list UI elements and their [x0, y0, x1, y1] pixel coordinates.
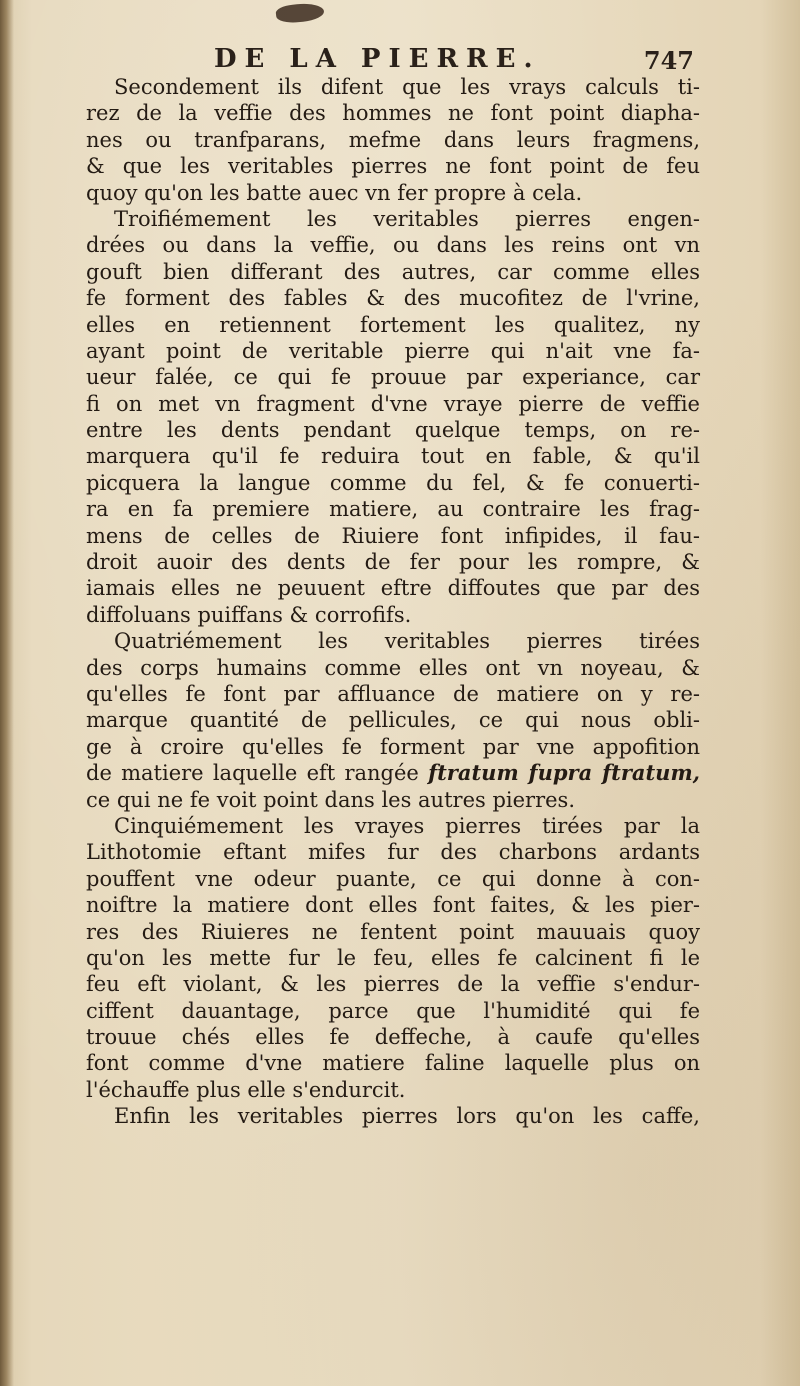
- text-line: [86, 417, 700, 443]
- text-line: [86, 1103, 700, 1129]
- text-line-content: Lithotomie eftant mifes fur des charbons ardants: [86, 840, 700, 865]
- text-line: [86, 655, 700, 681]
- text-line: [86, 127, 700, 153]
- text-line: [86, 707, 700, 733]
- text-line-content: font comme d'vne matiere faline laquelle plus on: [86, 1051, 700, 1076]
- text-line: [86, 681, 700, 707]
- text-line-content: fe forment des fables & des mucofitez de l'vrine,: [86, 286, 700, 311]
- text-line: [86, 971, 700, 997]
- text-line-content: mens de celles de Riuiere font infipides, il fau-: [86, 523, 700, 548]
- latin-phrase: ftratum fupra ftratum,: [428, 760, 700, 786]
- text-line: [86, 206, 700, 232]
- text-line: [86, 285, 700, 311]
- text-line-content: picquera la langue comme du fel, & fe conuerti-: [86, 470, 700, 495]
- text-line-content: trouue chés elles fe deffeche, à caufe qu'elles: [86, 1025, 700, 1050]
- text-line: [86, 734, 700, 760]
- text-line: [86, 919, 700, 945]
- text-line-content: feu eft violant, & les pierres de la veffie s'endur-: [86, 972, 700, 997]
- text-line-content: res des Riuieres ne fentent point mauuais quoy: [86, 919, 700, 944]
- text-line-content: entre les dents pendant quelque temps, on re-: [86, 418, 700, 443]
- text-line-content: droit auoir des dents de fer pour les rompre, &: [86, 550, 700, 575]
- text-line: [86, 575, 700, 601]
- text-line: [86, 1024, 700, 1050]
- body-text: [86, 74, 700, 1130]
- text-line-content: quoy qu'on les batte auec vn fer propre à cela.: [86, 180, 583, 205]
- text-line-content: des corps humains comme elles ont vn noyeau, &: [86, 655, 700, 680]
- text-line: [86, 259, 700, 285]
- text-line-content: Troifiémement les veritables pierres engen-: [114, 206, 700, 231]
- text-line-content: marque quantité de pellicules, ce qui nous obli-: [86, 708, 700, 733]
- text-line-content: Cinquiémement les vrayes pierres tirées par la: [114, 813, 700, 838]
- text-line-content: pouffent vne odeur puante, ce qui donne à con-: [86, 866, 700, 891]
- text-line: [86, 892, 700, 918]
- text-line-content: & que les veritables pierres ne font point de feu: [86, 154, 700, 179]
- text-line: [86, 338, 700, 364]
- text-line-content: iamais elles ne peuuent eftre diffoutes que par des: [86, 576, 700, 601]
- text-line-content: Enfin les veritables pierres lors qu'on les caffe,: [114, 1104, 700, 1129]
- text-line: [86, 74, 700, 100]
- text-line: [86, 866, 700, 892]
- text-line: [86, 391, 700, 417]
- text-line: [86, 523, 700, 549]
- text-line: [86, 496, 700, 522]
- text-line: [86, 180, 700, 206]
- text-line-content: diffoluans puiffans & corrofifs.: [86, 602, 412, 627]
- text-line: [86, 443, 700, 469]
- text-line: [86, 787, 700, 813]
- text-line-content: qu'on les mette fur le feu, elles fe calcinent fi le: [86, 945, 700, 970]
- page-number: 747: [643, 46, 694, 75]
- running-title: DE LA PIERRE.: [214, 44, 541, 74]
- text-line-content: elles en retiennent fortement les qualitez, ny: [86, 312, 700, 337]
- text-line: [86, 1077, 700, 1103]
- text-line-content: rez de la veffie des hommes ne font point diapha-: [86, 101, 700, 126]
- text-line: [86, 813, 700, 839]
- text-line: [86, 100, 700, 126]
- text-line-content: l'échauffe plus elle s'endurcit.: [86, 1077, 406, 1102]
- text-line-content: noiftre la matiere dont elles font faites, & les pier-: [86, 893, 700, 918]
- text-line-content: Secondement ils difent que les vrays calculs ti-: [114, 75, 700, 99]
- text-line: [86, 153, 700, 179]
- text-line: [86, 602, 700, 628]
- book-binding-edge: [0, 0, 14, 1386]
- text-line-content: ciffent dauantage, parce que l'humidité qui fe: [86, 998, 700, 1023]
- text-line: [86, 470, 700, 496]
- text-line-content: fi on met vn fragment d'vne vraye pierre de veffie: [86, 391, 700, 416]
- text-line-content: ge à croire qu'elles fe forment par vne appofition: [86, 734, 700, 759]
- text-line-content: Quatriémement les veritables pierres tirées: [114, 629, 700, 654]
- text-line: [86, 1050, 700, 1076]
- text-line: [86, 839, 700, 865]
- text-line: [86, 998, 700, 1024]
- running-head: [214, 44, 694, 78]
- text-line-content: qu'elles fe font par affluance de matiere on y re-: [86, 681, 700, 706]
- text-line: [86, 549, 700, 575]
- text-line: [86, 760, 700, 786]
- text-line: [86, 364, 700, 390]
- text-line: [86, 232, 700, 258]
- text-line: [86, 312, 700, 338]
- text-line-content: gouft bien differant des autres, car comme elles: [86, 259, 700, 284]
- text-line: [86, 628, 700, 654]
- text-line-content: ueur falée, ce qui fe prouue par experiance, car: [86, 365, 700, 390]
- text-line-content: ra en fa premiere matiere, au contraire les frag-: [86, 497, 700, 522]
- text-line-content: de matiere laquelle eft rangée: [86, 761, 419, 786]
- text-line-content: drées ou dans la veffie, ou dans les reins ont vn: [86, 233, 700, 258]
- text-line-content: marquera qu'il fe reduira tout en fable, & qu'il: [86, 444, 700, 469]
- ink-blot-mark: [275, 2, 325, 25]
- text-line: [86, 945, 700, 971]
- text-line-content: ayant point de veritable pierre qui n'ait vne fa-: [86, 338, 700, 363]
- text-line-content: ce qui ne fe voit point dans les autres pierres.: [86, 787, 575, 812]
- text-line-content: nes ou tranfparans, mefme dans leurs fragmens,: [86, 127, 700, 152]
